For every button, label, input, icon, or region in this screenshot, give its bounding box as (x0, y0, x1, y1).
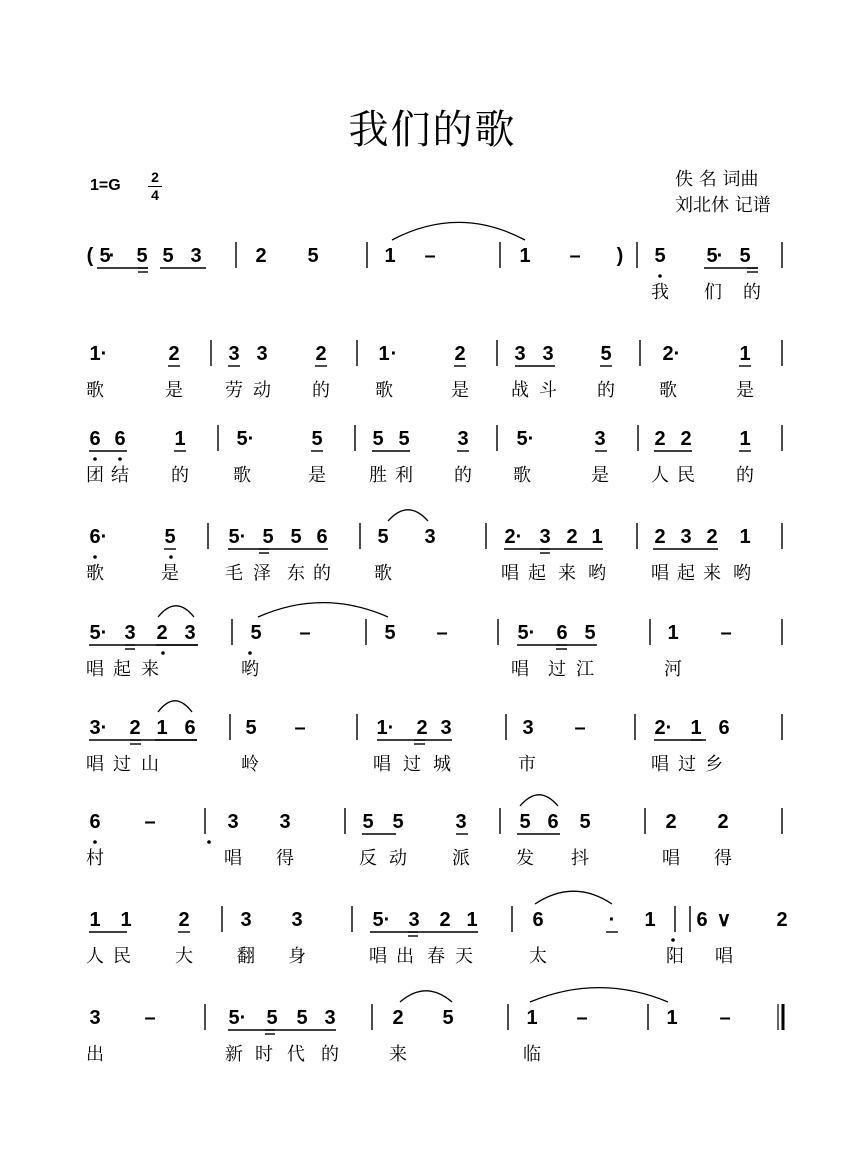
lyric-syllable: 的 (736, 465, 754, 486)
lyric-syllable: 来 (389, 1044, 407, 1065)
note: 3 (291, 909, 303, 931)
note: 2 (665, 811, 677, 833)
augmentation-dot: · (239, 526, 247, 548)
note: 5 (89, 622, 101, 644)
low-octave-dot (93, 457, 97, 461)
lyric-syllable: 唱 (224, 848, 242, 869)
augmentation-dot: · (387, 717, 395, 739)
note: 6 (316, 526, 328, 548)
note: 1 (120, 909, 132, 931)
lyric-syllable: 来 (141, 659, 159, 680)
hold-dash: – (436, 622, 448, 644)
lyric-syllable: 的 (321, 1044, 339, 1065)
low-octave-dot (658, 274, 662, 278)
note: 1 (739, 343, 751, 365)
lyric-syllable: 动 (389, 848, 407, 869)
augmentation-dot: · (527, 428, 535, 450)
tie-slur (400, 991, 452, 1002)
lyric-syllable: 劳 (225, 380, 243, 401)
lyric-syllable: 起 (528, 563, 546, 584)
lyric-syllable: 唱 (86, 754, 104, 775)
note: 2 (129, 717, 141, 739)
note: ) (616, 245, 624, 267)
note: 3 (424, 526, 436, 548)
hold-dash: – (574, 717, 586, 739)
note: 2 (706, 526, 718, 548)
note: 3 (240, 909, 252, 931)
note: 2 (680, 428, 692, 450)
tie-slur (520, 795, 558, 806)
lyric-syllable: 过 (678, 754, 696, 775)
note: 5 (372, 428, 384, 450)
lyric-syllable: 我 (651, 282, 669, 303)
lyric-syllable: 唱 (511, 659, 529, 680)
note: 1 (667, 622, 679, 644)
note: 3 (542, 343, 554, 365)
lyric-syllable: 的 (312, 380, 330, 401)
lyric-syllable: 得 (714, 848, 732, 869)
tie-slur (530, 988, 668, 1002)
note: 3 (279, 811, 291, 833)
hold-dash: – (424, 245, 436, 267)
lyric-syllable: 毛 (225, 563, 243, 584)
hold-dash: – (144, 1007, 156, 1029)
low-octave-dot (207, 840, 211, 844)
lyric-syllable: 的 (597, 380, 615, 401)
note: 5 (377, 526, 389, 548)
score-row (86, 906, 788, 967)
note: 6 (114, 428, 126, 450)
augmentation-dot: · (100, 717, 108, 739)
time-signature-bottom: 4 (151, 187, 159, 203)
note: 2 (654, 428, 666, 450)
lyric-syllable: 民 (113, 946, 131, 967)
note: 5 (236, 428, 248, 450)
lyric-syllable: 人 (651, 465, 669, 486)
lyric-syllable: 们 (704, 282, 722, 303)
lyric-syllable: 的 (171, 465, 189, 486)
lyric-syllable: 民 (677, 465, 695, 486)
note: 2 (168, 343, 180, 365)
note: 2 (654, 717, 666, 739)
note: 2 (255, 245, 267, 267)
lyric-syllable: 唱 (651, 563, 669, 584)
note: 6 (547, 811, 559, 833)
note: ( (86, 245, 94, 267)
augmentation-dot: · (665, 717, 673, 739)
lyric-syllable: 的 (313, 563, 331, 584)
note: 5 (384, 622, 396, 644)
augmentation-dot: · (716, 245, 724, 267)
note: 3 (539, 526, 551, 548)
note: 3 (190, 245, 202, 267)
hold-dash: – (719, 1007, 731, 1029)
note: 3 (514, 343, 526, 365)
lyric-syllable: 过 (113, 754, 131, 775)
lyric-syllable: 春 (427, 946, 445, 967)
lyric-syllable: 过 (403, 754, 421, 775)
note: 6 (532, 909, 544, 931)
lyric-syllable: 是 (308, 465, 326, 486)
lyric-syllable: 是 (451, 380, 469, 401)
note: ∨ (716, 909, 732, 931)
lyric-syllable: 太 (529, 946, 547, 967)
note: 5 (250, 622, 262, 644)
tie-slur (158, 606, 194, 617)
lyric-syllable: 是 (736, 380, 754, 401)
tie-slur (535, 891, 612, 904)
lyric-syllable: 来 (703, 563, 721, 584)
lyric-syllable: 出 (86, 1044, 104, 1065)
note: 2 (654, 526, 666, 548)
lyric-syllable: 利 (395, 465, 413, 486)
note: 5 (584, 622, 596, 644)
lyric-syllable: 身 (288, 946, 306, 967)
note: 1 (739, 526, 751, 548)
lyric-syllable: 派 (452, 848, 470, 869)
note: 2 (717, 811, 729, 833)
score-row (86, 619, 782, 680)
lyric-syllable: 村 (86, 848, 104, 869)
note: 3 (227, 811, 239, 833)
augmentation-dot: · (100, 343, 108, 365)
note: 6 (696, 909, 708, 931)
note: 3 (89, 1007, 101, 1029)
augmentation-dot: · (383, 909, 391, 931)
low-octave-dot (93, 555, 97, 559)
note: 2 (178, 909, 190, 931)
note: 5 (307, 245, 319, 267)
lyric-syllable: 是 (165, 380, 183, 401)
lyric-syllable: 阳 (666, 946, 684, 967)
augmentation-dot: · (108, 245, 116, 267)
lyric-syllable: 是 (161, 563, 179, 584)
note: 2 (416, 717, 428, 739)
note: 5 (442, 1007, 454, 1029)
note: 5 (579, 811, 591, 833)
note: 3 (594, 428, 606, 450)
note: 1 (376, 717, 388, 739)
lyric-syllable: 是 (591, 465, 609, 486)
note: 2 (392, 1007, 404, 1029)
note: 3 (124, 622, 136, 644)
note: 5 (519, 811, 531, 833)
note: 1 (739, 428, 751, 450)
note: 3 (184, 622, 196, 644)
lyric-syllable: 唱 (662, 848, 680, 869)
note: 6 (89, 811, 101, 833)
note: 1 (89, 343, 101, 365)
note: 3 (324, 1007, 336, 1029)
key-signature: 1=G (90, 177, 121, 194)
lyric-syllable: 城 (433, 754, 451, 775)
low-octave-dot (93, 840, 97, 844)
lyric-syllable: 山 (141, 754, 159, 775)
lyric-syllable: 江 (576, 659, 594, 680)
lyric-syllable: 哟 (241, 659, 259, 680)
note: 1 (519, 245, 531, 267)
note: 5 (362, 811, 374, 833)
score-row (86, 1004, 783, 1065)
note: 6 (556, 622, 568, 644)
note: 1 (378, 343, 390, 365)
note: 1 (466, 909, 478, 931)
lyric-syllable: 代 (287, 1044, 305, 1065)
lyric-syllable: 人 (86, 946, 104, 967)
augmentation-dot: · (528, 622, 536, 644)
note: 1 (526, 1007, 538, 1029)
note: 5 (228, 526, 240, 548)
note: 2 (315, 343, 327, 365)
note: 5 (228, 1007, 240, 1029)
note: 1 (690, 717, 702, 739)
note: 1 (666, 1007, 678, 1029)
note: 2 (439, 909, 451, 931)
note: 6 (718, 717, 730, 739)
note: 3 (680, 526, 692, 548)
note: 3 (228, 343, 240, 365)
low-octave-dot (169, 555, 173, 559)
lyric-syllable: 哟 (588, 563, 606, 584)
note: 2 (156, 622, 168, 644)
lyric-syllable: 歌 (659, 380, 677, 401)
note: 1 (89, 909, 101, 931)
credit-transcriber: 刘北休 记谱 (675, 195, 771, 216)
note: 1 (591, 526, 603, 548)
lyric-syllable: 团 (86, 465, 104, 486)
score-row (86, 425, 782, 486)
note: 5 (654, 245, 666, 267)
lyric-syllable: 来 (558, 563, 576, 584)
lyric-syllable: 唱 (373, 754, 391, 775)
augmentation-dot: · (608, 909, 616, 931)
score-row (86, 808, 782, 869)
note: 1 (174, 428, 186, 450)
augmentation-dot: · (673, 343, 681, 365)
song-title: 我们的歌 (348, 107, 517, 153)
note: 5 (600, 343, 612, 365)
tie-slur (388, 510, 428, 521)
lyric-syllable: 唱 (715, 946, 733, 967)
note: 5 (517, 622, 529, 644)
lyric-syllable: 唱 (86, 659, 104, 680)
note: 5 (296, 1007, 308, 1029)
lyric-syllable: 得 (276, 848, 294, 869)
lyric-syllable: 河 (664, 659, 682, 680)
lyric-syllable: 唱 (651, 754, 669, 775)
lyric-syllable: 歌 (233, 465, 251, 486)
augmentation-dot: · (100, 622, 108, 644)
lyric-syllable: 乡 (705, 754, 723, 775)
note: 5 (262, 526, 274, 548)
lyric-syllable: 岭 (241, 754, 259, 775)
score-row (86, 340, 782, 401)
lyric-syllable: 发 (516, 848, 534, 869)
note: 3 (408, 909, 420, 931)
lyric-syllable: 动 (253, 380, 271, 401)
note: 3 (89, 717, 101, 739)
lyric-syllable: 结 (111, 465, 129, 486)
note: 1 (384, 245, 396, 267)
note: 5 (739, 245, 751, 267)
note: 5 (290, 526, 302, 548)
score-row (86, 523, 782, 584)
note: 3 (455, 811, 467, 833)
lyric-syllable: 抖 (571, 848, 589, 869)
lyric-syllable: 起 (113, 659, 131, 680)
lyric-syllable: 出 (396, 946, 414, 967)
hold-dash: – (720, 622, 732, 644)
augmentation-dot: · (515, 526, 523, 548)
lyric-syllable: 歌 (86, 563, 104, 584)
lyric-syllable: 天 (455, 946, 473, 967)
note: 6 (184, 717, 196, 739)
lyric-syllable: 歌 (374, 563, 392, 584)
note: 5 (706, 245, 718, 267)
note: 5 (516, 428, 528, 450)
note: 2 (454, 343, 466, 365)
low-octave-dot (118, 457, 122, 461)
lyric-syllable: 起 (677, 563, 695, 584)
augmentation-dot: · (390, 343, 398, 365)
time-signature-top: 2 (151, 169, 159, 185)
score-row (87, 242, 782, 303)
lyric-syllable: 歌 (375, 380, 393, 401)
tie-slur (392, 222, 525, 240)
score-row (86, 714, 782, 775)
note: 3 (457, 428, 469, 450)
note: 5 (372, 909, 384, 931)
lyric-syllable: 东 (287, 563, 305, 584)
note: 2 (776, 909, 788, 931)
lyric-syllable: 泽 (253, 563, 271, 584)
note: 5 (392, 811, 404, 833)
lyric-syllable: 唱 (369, 946, 387, 967)
note: 5 (311, 428, 323, 450)
low-octave-dot (671, 938, 675, 942)
lyric-syllable: 战 (511, 380, 529, 401)
note: 3 (256, 343, 268, 365)
note: 2 (504, 526, 516, 548)
note: 6 (89, 526, 101, 548)
low-octave-dot (248, 651, 252, 655)
note: 5 (164, 526, 176, 548)
note: 1 (156, 717, 168, 739)
note: 5 (398, 428, 410, 450)
note: 5 (136, 245, 148, 267)
hold-dash: – (576, 1007, 588, 1029)
note: 3 (440, 717, 452, 739)
tie-slur (258, 603, 388, 617)
lyric-syllable: 临 (523, 1044, 541, 1065)
note: 5 (245, 717, 257, 739)
note: 5 (99, 245, 111, 267)
augmentation-dot: · (239, 1007, 247, 1029)
hold-dash: – (569, 245, 581, 267)
lyric-syllable: 唱 (501, 563, 519, 584)
tie-slur (158, 701, 192, 712)
lyric-syllable: 过 (548, 659, 566, 680)
credit-lyricist-composer: 佚 名 词曲 (675, 169, 759, 190)
hold-dash: – (294, 717, 306, 739)
lyric-syllable: 时 (255, 1044, 273, 1065)
lyric-syllable: 翻 (237, 946, 255, 967)
lyric-syllable: 的 (743, 282, 761, 303)
augmentation-dot: · (247, 428, 255, 450)
lyric-syllable: 新 (225, 1044, 243, 1065)
note: 6 (89, 428, 101, 450)
lyric-syllable: 歌 (513, 465, 531, 486)
lyric-syllable: 市 (518, 754, 536, 775)
lyric-syllable: 反 (359, 848, 377, 869)
lyric-syllable: 大 (175, 946, 193, 967)
lyric-syllable: 斗 (539, 380, 557, 401)
note: 1 (644, 909, 656, 931)
note: 2 (662, 343, 674, 365)
lyric-syllable: 歌 (86, 380, 104, 401)
hold-dash: – (299, 622, 311, 644)
augmentation-dot: · (100, 526, 108, 548)
note: 5 (266, 1007, 278, 1029)
note: 3 (522, 717, 534, 739)
hold-dash: – (144, 811, 156, 833)
note: 5 (162, 245, 174, 267)
lyric-syllable: 的 (454, 465, 472, 486)
lyric-syllable: 哟 (733, 563, 751, 584)
lyric-syllable: 胜 (369, 465, 387, 486)
note: 2 (566, 526, 578, 548)
low-octave-dot (161, 651, 165, 655)
